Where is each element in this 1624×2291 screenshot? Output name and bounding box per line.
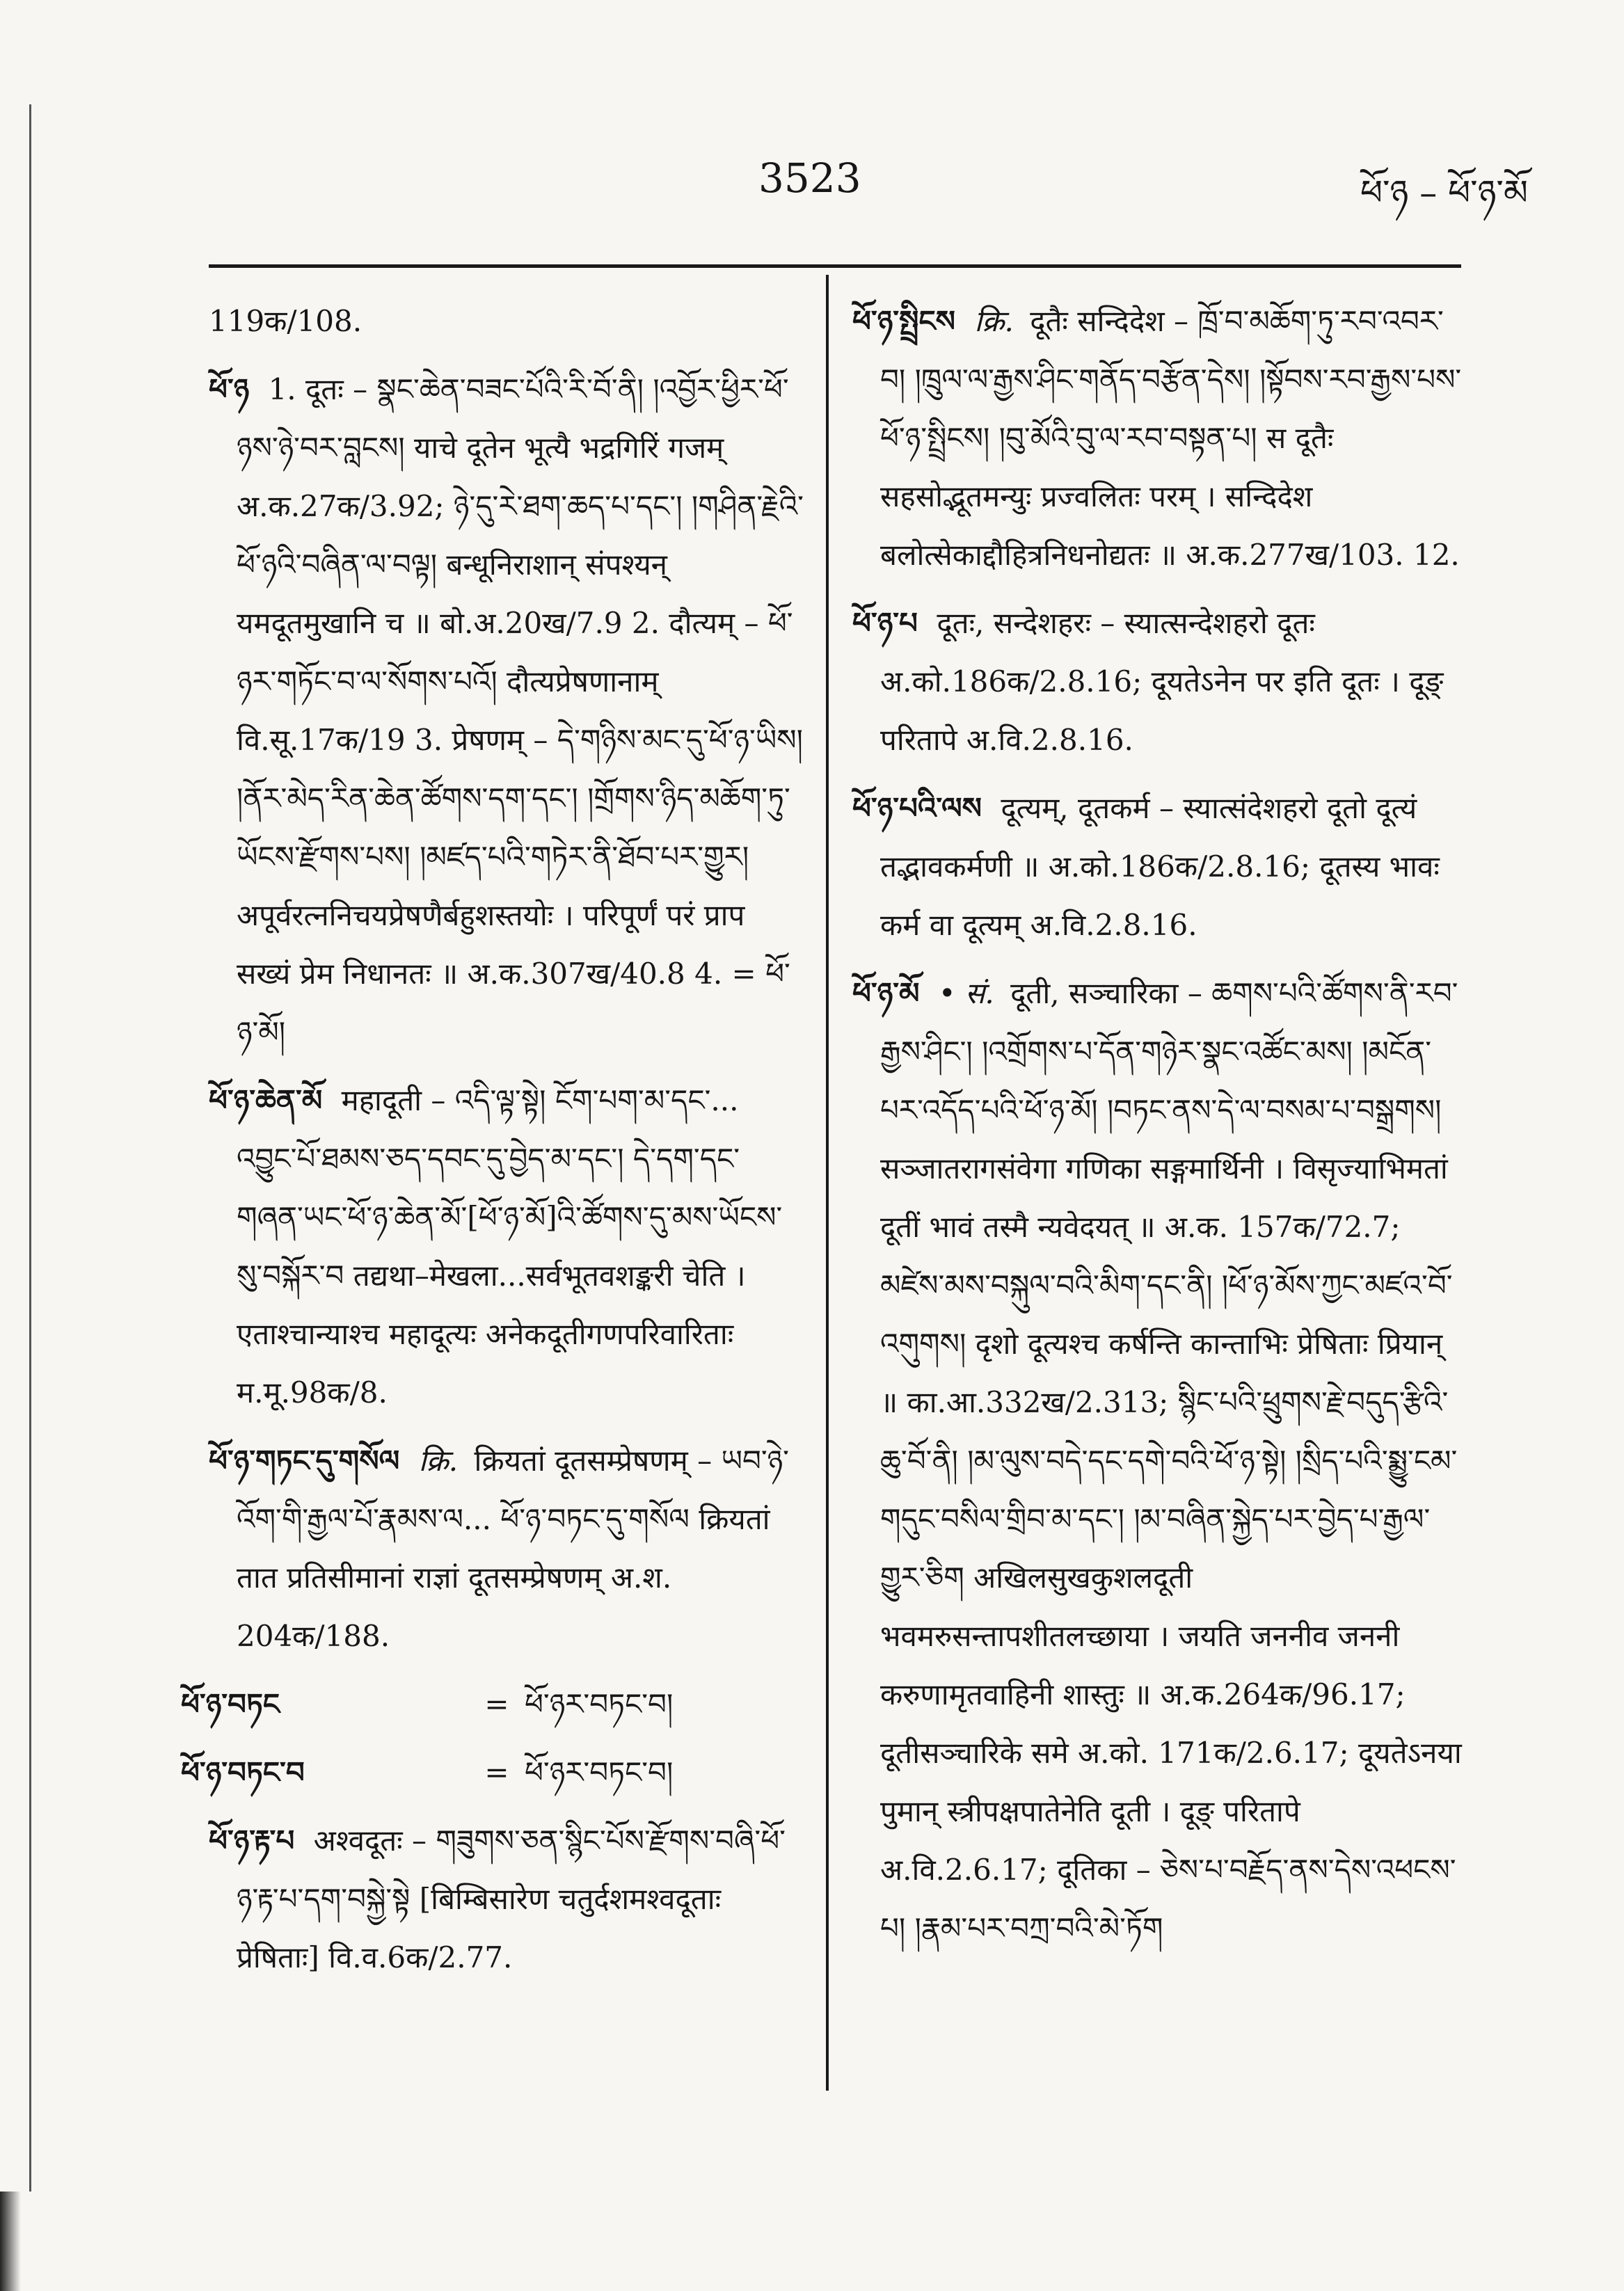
dictionary-entry [209,1812,804,1987]
equals-sign: = [484,1687,509,1721]
dictionary-entry [852,964,1465,1958]
entry-text: 119क/108. [209,304,363,338]
entry-text: दूत्यम्, दूतकर्म – स्यात्संदेशहरो दूतो दूत्यं तद्भावकर्मणी ॥ अ.को.186क/2.8.16; दूतस्य भावः कर्म वा दूत्यम् अ.वि.2.8.16. [880,791,1440,942]
cross-reference-entry [181,1743,804,1802]
entry-text: दूतः, सन्देशहरः – स्यात्सन्देशहरो दूतः अ.को.186क/2.8.16; दूयतेऽनेन पर इति दूतः । दूङ् परितापे अ.वि.2.8.16. [880,606,1444,757]
entry-headword: ཕོ་ཉ་པའི་ལས [852,791,982,825]
equals-sign: = [484,1755,509,1789]
entry-headword: ཕོ་ཉ་སྤྲིངས [852,304,955,338]
left-column [181,292,804,1997]
entry-grammar: • सं. [938,976,994,1010]
entry-headword: ཕོ་ཉ [209,372,250,406]
running-head: ཕོ་ཉ – ཕོ་ཉ་མོ [1360,173,1528,213]
entry-headword: ཕོ་ཉ་བཏང [181,1687,280,1721]
entry-headword: ཕོ་ཉ་མོ [852,976,920,1010]
entry-headword: ཕོ་ཉ་གཏང་དུ་གསོལ [209,1444,400,1478]
entry-headword: ཕོ་ཉ་རྟ་པ [209,1823,295,1858]
cross-reference-entry [181,1675,804,1734]
right-column [852,292,1465,1967]
entry-text: क्रियतां दूतसम्प्रेषणम् – ཡབ་ཉེ་འོག་གི་རྒྱལ་པོ་རྣམས་ལ... ཕོ་ཉ་བཏང་དུ་གསོལ क्रियतां तात प्रतिसीमानां राज्ञां दूतसम्प्रेषणम् अ.श. 204क/188. [237,1444,789,1653]
cross-reference-target: ཕོ་ཉར་བཏང་བ། [525,1755,674,1789]
entry-grammar: क्रि. [418,1444,459,1478]
dictionary-entry [209,1432,804,1666]
dictionary-entry [852,594,1465,769]
entry-grammar: क्रि. [974,304,1014,338]
dictionary-entry [209,292,804,351]
dictionary-entry [209,360,804,1062]
entry-text: अश्वदूतः – གཟུགས་ཅན་སྙིང་པོས་རྫོགས་བཞི་ཕོ་ཉ་རྟ་པ་དག་བསྐྱེ་སྟེ [बिम्बिसारेण चतुर्दशमश्वदूताः प्रेषिताः] वि.व.6क/2.77. [237,1823,786,1974]
dictionary-entry [209,1071,804,1422]
header-rule [209,264,1461,268]
entry-headword: ཕོ་ཉ་བཏང་བ [181,1755,305,1789]
entry-headword: ཕོ་ཉ་པ [852,606,918,640]
entry-headword: ཕོ་ཉ་ཆེན་མོ [209,1083,323,1117]
cross-reference-target: ཕོ་ཉར་བཏང་བ། [525,1687,674,1721]
entry-text: दूतैः सन्दिदेश – ཁྲོ་བ་མཆོག་ཏུ་རབ་འབར་བ། །ཁྲུལ་ལ་རྒྱས་ཤིང་གནོད་བརྩོན་དེས། །སྟོབས་རབ་རྒྱས་པས་ཕོ་ཉ་སྤྲིངས། །བུ་མོའི་བུ་ལ་རབ་བསྟན་པ། स दूतैः सहसोद्भूतमन्युः प्रज्वलितः परम् । सन्दिदेश बलोत्सेकाद्दौहित्रनिधनोद्यतः ॥ अ.क.277ख/103. 12. [880,304,1462,572]
column-divider [826,275,829,2091]
dictionary-entry [852,779,1465,955]
entry-text: 1. दूतः – སྣང་ཆེན་བཟང་པོའི་རི་བོ་ནི། །འབྱོར་ཕྱིར་ཕོ་ཉས་ཉེ་བར་བླངས། याचे दूतेन भूत्यै भद्रगिरिं गजम् अ.क.27क/3.92; ཉེ་དུ་རེ་ཐག་ཆད་པ་དང་། །གཤིན་རྗེའི་ཕོ་ཉའི་བཞིན་ལ་བལྟ། बन्धूनिराशान् संपश्यन् यमदूतमुखानि च ॥ बो.अ.20ख/7.9 2. दौत्यम् – ཕོ་ཉར་གཏོང་བ་ལ་སོགས་པའོ། दौत्यप्रेषणानाम् वि.सू.17क/19 3. प्रेषणम् – དེ་གཉིས་མང་དུ་ཕོ་ཉ་ཡིས། །ནོར་མེད་རིན་ཆེན་ཚོགས་དག་དང་། །གྲོགས་ཉིད་མཆོག་ཏུ་ཡོངས་རྫོགས་པས། །མཛད་པའི་གཏེར་ནི་ཐོབ་པར་གྱུར། अपूर्वरत्ननिचयप्रेषणैर्बहुशस्तयोः । परिपूर्णं परं प्राप सख्यं प्रेम निधानतः ॥ अ.क.307ख/40.8 4. = ཕོ་ཉ་མོ། [237,372,804,1049]
scan-edge-shadow [0,2192,21,2291]
dictionary-entry [852,292,1465,584]
entry-text: महादूती – འདི་ལྟ་སྟེ། ངོག་པག་མ་དང་... འབྱུང་པོ་ཐམས་ཅད་དབང་དུ་བྱེད་མ་དང་། དེ་དག་དང་གཞན་ཡང་ཕོ་ཉ་ཆེན་མོ་[ཕོ་ཉ་མོ]འི་ཚོགས་དུ་མས་ཡོངས་སུ་བསྐོར་བ तद्यथा–मेखला...सर्वभूतवशङ्करी चेति । एताश्चान्याश्च महादूत्यः अनेकदूतीगणपरिवारिताः म.मू.98क/8. [237,1083,783,1410]
scan-margin-line [29,104,31,2192]
page-number: 3523 [758,154,861,202]
entry-text: दूती, सञ्चारिका – ཆགས་པའི་ཚོགས་ནི་རབ་རྒྱས་ཤིང་། །འགྲོགས་པ་དོན་གཉེར་སྣང་འཚོང་མས། །མངོན་པར་འདོད་པའི་ཕོ་ཉ་མོ། །བཏང་ནས་དེ་ལ་བསམ་པ་བསྒྲགས། सञ्जातरागसंवेगा गणिका सङ्गमार्थिनी । विसृज्याभिमतां दूतीं भावं तस्मै न्यवेदयत् ॥ अ.क. 157क/72.7; མཛེས་མས་བསྐུལ་བའི་མིག་དང་ནི། །ཕོ་ཉ་མོས་ཀྱང་མཛའ་བོ་འགུགས། दृशो दूत्यश्च कर्षन्ति कान्ताभिः प्रेषिताः प्रियान् ॥ का.आ.332ख/2.313; སྙིང་པའི་ཕྲུགས་རྗེ་བདུད་རྩིའི་ཆུ་བོ་ནི། །མ་ལུས་བདེ་དང་དགེ་བའི་ཕོ་ཉ་སྟེ། །སྲིད་པའི་སྨྱུ་ངམ་གདུང་བསིལ་གྲིབ་མ་དང་། །མ་བཞིན་སྐྱེད་པར་བྱེད་པ་རྒྱལ་གྱུར་ཅིག अखिलसुखकुशलदूती भवमरुसन्तापशीतलच्छाया । जयति जननीव जननी करुणामृतवाहिनी शास्तुः ॥ अ.क.264क/96.17; दूतीसञ्चारिके समे अ.को. 171क/2.6.17; दूयतेऽनया पुमान् स्त्रीपक्षपातेनेति दूती । दूङ् परितापे अ.वि.2.6.17; दूतिका – ཅེས་པ་བརྗོད་ནས་དེས་འཕངས་པ། །རྣམ་པར་བཀྲ་བའི་མེ་ཏོག [880,976,1462,1945]
